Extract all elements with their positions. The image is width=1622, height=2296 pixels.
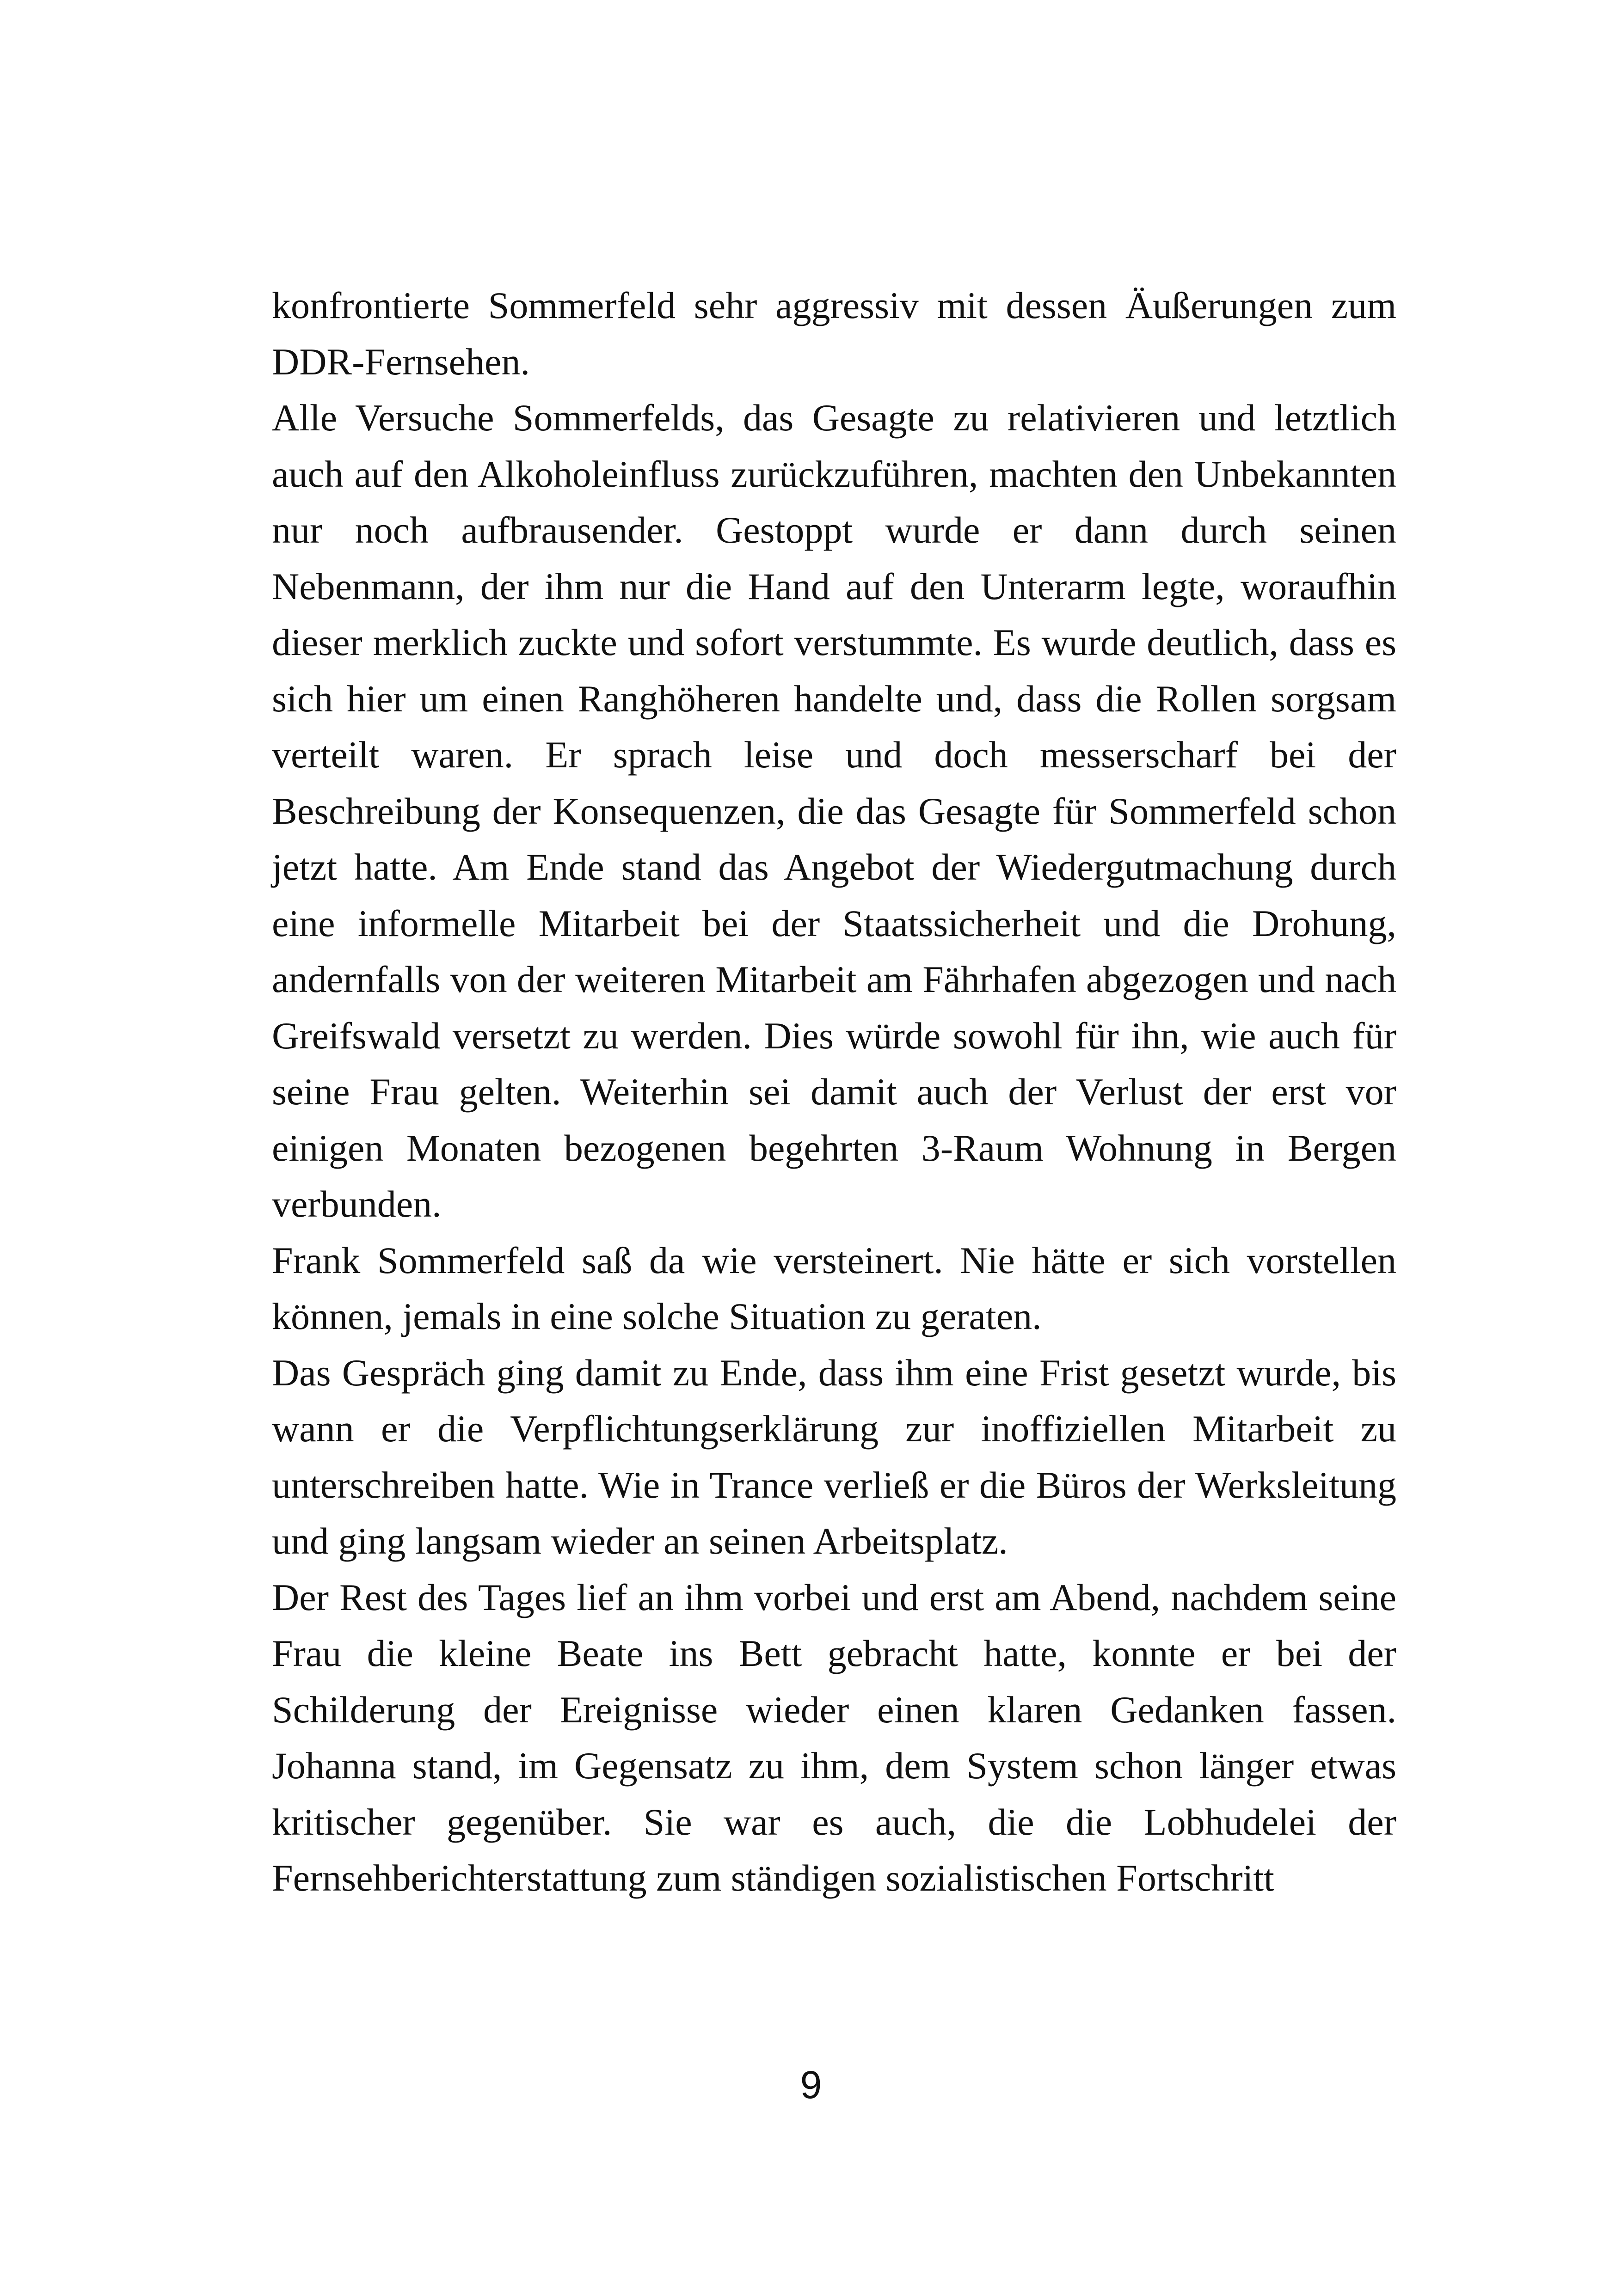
body-text xyxy=(272,277,1396,1906)
paragraph-3: Frank Sommerfeld saß da wie versteinert. Nie hätte er sich vorstellen können, jemals in eine solche Situation zu geraten. xyxy=(272,1239,1396,1337)
paragraph-4: Das Gespräch ging damit zu Ende, dass ihm eine Frist gesetzt wurde, bis wann er die Verpflichtungserklärung zur inoffiziellen Mitarbeit zu unterschreiben hatte. Wie in Trance verließ er die Büros der Werksleitung und ging langsam wieder an seinen Arbeitsplatz. xyxy=(272,1351,1396,1562)
page-number: 9 xyxy=(800,2063,822,2106)
paragraph-1: konfrontierte Sommerfeld sehr aggressiv mit dessen Äußerungen zum DDR-Fernsehen. xyxy=(272,284,1396,383)
paragraph-5: Der Rest des Tages lief an ihm vorbei und erst am Abend, nachdem seine Frau die kleine Beate ins Bett gebracht hatte, konnte er bei der Schilderung der Ereignisse wieder einen klaren Gedanken fassen. Johanna stand, im Gegensatz zu ihm, dem System schon länger etwas kritischer gegenüber. Sie war es auch, die die Lobhudelei der Fernsehberichterstattung zum ständigen sozialistischen Fortschritt xyxy=(272,1576,1396,1899)
paragraph-2: Alle Versuche Sommerfelds, das Gesagte zu relativieren und letztlich auch auf den Alkoholeinfluss zurückzuführen, machten den Unbekannten nur noch aufbrausender. Gestoppt wurde er dann durch seinen Nebenmann, der ihm nur die Hand auf den Unterarm legte, woraufhin dieser merklich zuckte und sofort verstummte. Es wurde deutlich, dass es sich hier um einen Ranghöheren handelte und, dass die Rollen sorgsam verteilt waren. Er sprach leise und doch messerscharf bei der Beschreibung der Konsequenzen, die das Gesagte für Sommerfeld schon jetzt hatte. Am Ende stand das Angebot der Wiedergutmachung durch eine informelle Mitarbeit bei der Staatssicherheit und die Drohung, andernfalls von der weiteren Mitarbeit am Fährhafen abgezogen und nach Greifswald versetzt zu werden. Dies würde sowohl für ihn, wie auch für seine Frau gelten. Weiterhin sei damit auch der Verlust der erst vor einigen Monaten bezogenen begehrten 3-Raum Wohnung in Bergen verbunden. xyxy=(272,397,1396,1225)
